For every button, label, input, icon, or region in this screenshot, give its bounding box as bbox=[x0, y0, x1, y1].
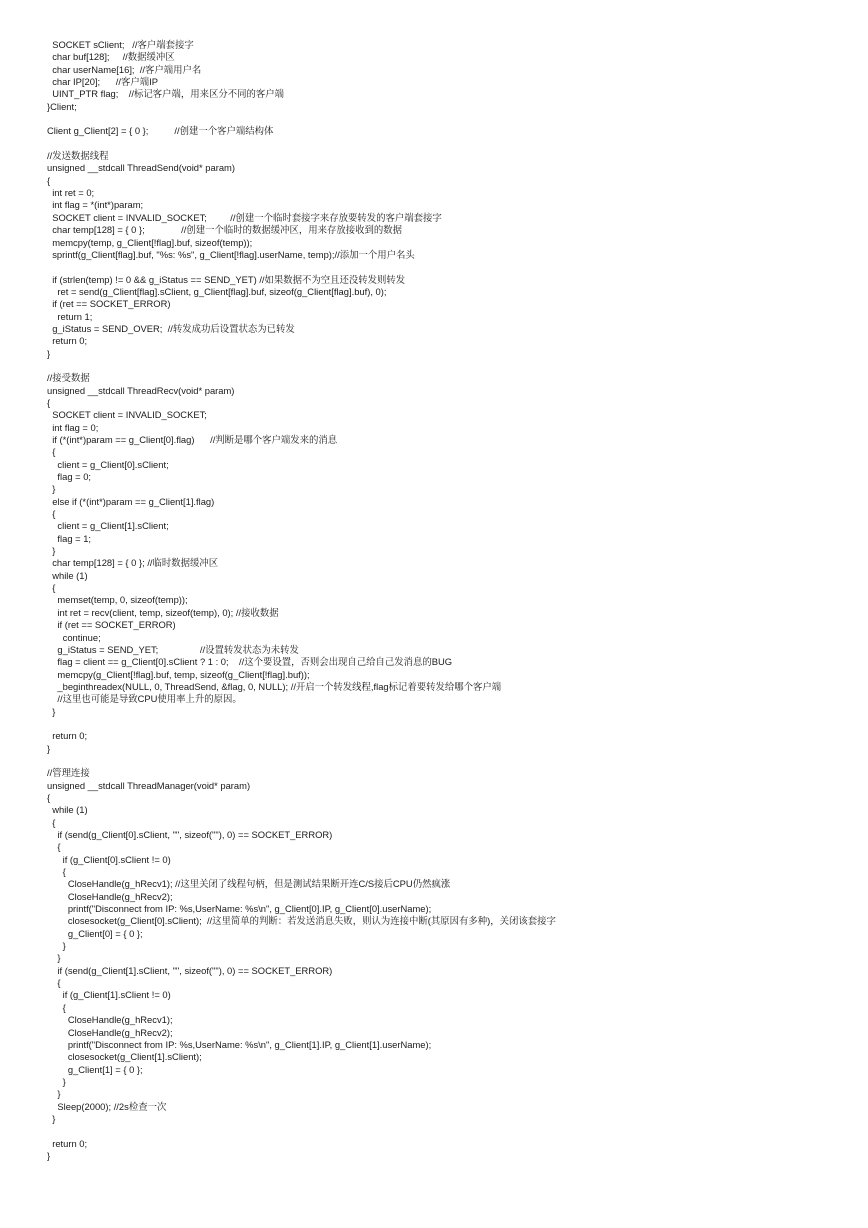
code-line: printf("Disconnect from IP: %s,UserName: %s\n", g_Client[0].IP, g_Client[0].userName); bbox=[47, 903, 432, 915]
code-line: unsigned __stdcall ThreadRecv(void* param) bbox=[47, 384, 235, 396]
code-line: { bbox=[47, 174, 51, 186]
code-line: memcpy(g_Client[!flag].buf, temp, sizeof(g_Client[!flag].buf)); bbox=[47, 668, 310, 680]
code-line: { bbox=[47, 866, 66, 878]
code-line: return 0; bbox=[47, 335, 88, 347]
code-line: return 0; bbox=[47, 730, 88, 742]
code-line: CloseHandle(g_hRecv2); bbox=[47, 890, 173, 902]
code-line: flag = client == g_Client[0].sClient ? 1 : 0; //这个要设置，否则会出现自己给自己发消息的BUG bbox=[47, 656, 453, 668]
code-line: sprintf(g_Client[flag].buf, "%s: %s", g_Client[!flag].userName, temp);//添加一个用户名头 bbox=[47, 248, 415, 260]
code-line: //这里也可能是导致CPU使用率上升的原因。 bbox=[47, 693, 242, 705]
code-line: { bbox=[47, 446, 56, 458]
code-line: if (strlen(temp) != 0 && g_iStatus == SEND_YET) //如果数据不为空且还没转发则转发 bbox=[47, 273, 406, 285]
code-line: g_iStatus = SEND_OVER; //转发成功后设置状态为已转发 bbox=[47, 322, 295, 334]
code-line: else if (*(int*)param == g_Client[1].flag) bbox=[47, 495, 215, 507]
code-line: CloseHandle(g_hRecv1); bbox=[47, 1014, 173, 1026]
code-line: g_iStatus = SEND_YET; //设置转发状态为未转发 bbox=[47, 643, 299, 655]
code-line: { bbox=[47, 582, 56, 594]
code-line: } bbox=[47, 705, 56, 717]
code-line: if (send(g_Client[1].sClient, "", sizeof(""), 0) == SOCKET_ERROR) bbox=[47, 964, 333, 976]
code-line: } bbox=[47, 483, 56, 495]
code-line: int ret = recv(client, temp, sizeof(temp), 0); //接收数据 bbox=[47, 606, 279, 618]
code-line: { bbox=[47, 816, 56, 828]
code-line: SOCKET sClient; //客户端套接字 bbox=[47, 39, 194, 50]
code-line: memset(temp, 0, sizeof(temp)); bbox=[47, 594, 188, 606]
code-line bbox=[47, 755, 847, 767]
code-listing bbox=[47, 39, 847, 1162]
code-line: }Client; bbox=[47, 100, 77, 112]
code-line: } bbox=[47, 742, 51, 754]
code-line: } bbox=[47, 1149, 51, 1161]
code-line: return 1; bbox=[47, 310, 93, 322]
code-line: char temp[128] = { 0 }; //创建一个临时的数据缓冲区，用来存放接收到的数据 bbox=[47, 224, 403, 236]
code-line: memcpy(temp, g_Client[!flag].buf, sizeof(temp)); bbox=[47, 236, 253, 248]
code-line: g_Client[1] = { 0 }; bbox=[47, 1063, 143, 1075]
code-line: int ret = 0; bbox=[47, 187, 95, 199]
code-line: } bbox=[47, 1088, 61, 1100]
code-line: char buf[128]; //数据缓冲区 bbox=[47, 51, 175, 63]
code-line: CloseHandle(g_hRecv1); //这里关闭了线程句柄，但是测试结果断开连C/S接后CPU仍然疯涨 bbox=[47, 878, 451, 890]
code-line: { bbox=[47, 1001, 66, 1013]
code-line: //发送数据线程 bbox=[47, 150, 109, 162]
code-line: { bbox=[47, 841, 61, 853]
code-line: char temp[128] = { 0 }; //临时数据缓冲区 bbox=[47, 557, 219, 569]
code-line: char userName[16]; //客户端用户名 bbox=[47, 63, 202, 75]
code-line: } bbox=[47, 1112, 56, 1124]
code-line: if (g_Client[1].sClient != 0) bbox=[47, 989, 171, 1001]
code-line: { bbox=[47, 508, 56, 520]
code-line: if (g_Client[0].sClient != 0) bbox=[47, 853, 171, 865]
code-line: flag = 1; bbox=[47, 532, 92, 544]
code-line bbox=[47, 718, 847, 730]
code-line: while (1) bbox=[47, 569, 88, 581]
code-line: if (send(g_Client[0].sClient, "", sizeof(""), 0) == SOCKET_ERROR) bbox=[47, 829, 333, 840]
code-line: closesocket(g_Client[0].sClient); //这里简单的判断：若发送消息失败，则认为连接中断(其原因有多种)，关闭该套接字 bbox=[47, 915, 556, 927]
code-line: int flag = 0; bbox=[47, 421, 99, 433]
code-line: _beginthreadex(NULL, 0, ThreadSend, &flag, 0, NULL); //开启一个转发线程,flag标记着要转发给哪个客户端 bbox=[47, 680, 502, 692]
code-line: Sleep(2000); //2s检查一次 bbox=[47, 1100, 167, 1112]
code-line: if (ret == SOCKET_ERROR) bbox=[47, 298, 171, 310]
code-line: g_Client[0] = { 0 }; bbox=[47, 927, 143, 939]
code-line: flag = 0; bbox=[47, 471, 92, 483]
code-line bbox=[47, 360, 847, 372]
code-line: } bbox=[47, 940, 66, 952]
code-line: Client g_Client[2] = { 0 }; //创建一个客户端结构体 bbox=[47, 125, 274, 137]
code-line: //接受数据 bbox=[47, 372, 90, 384]
code-line: SOCKET client = INVALID_SOCKET; //创建一个临时套接字来存放要转发的客户端套接字 bbox=[47, 211, 442, 223]
code-line: unsigned __stdcall ThreadManager(void* param) bbox=[47, 779, 251, 791]
code-line: { bbox=[47, 791, 51, 803]
code-line: { bbox=[47, 977, 61, 989]
code-line: } bbox=[47, 545, 56, 557]
code-line bbox=[47, 113, 847, 125]
code-line bbox=[47, 1125, 847, 1137]
code-line: continue; bbox=[47, 631, 101, 643]
code-line: if (ret == SOCKET_ERROR) bbox=[47, 619, 176, 631]
code-line: client = g_Client[1].sClient; bbox=[47, 520, 169, 532]
code-line: printf("Disconnect from IP: %s,UserName: %s\n", g_Client[1].IP, g_Client[1].userName); bbox=[47, 1038, 432, 1050]
code-line bbox=[47, 138, 847, 150]
code-line bbox=[47, 261, 847, 273]
code-line: SOCKET client = INVALID_SOCKET; bbox=[47, 409, 207, 421]
code-line: //管理连接 bbox=[47, 767, 90, 779]
code-line: } bbox=[47, 347, 51, 359]
code-line: char IP[20]; //客户端IP bbox=[47, 76, 158, 88]
code-line: unsigned __stdcall ThreadSend(void* param) bbox=[47, 162, 235, 174]
code-line: } bbox=[47, 1075, 66, 1087]
code-line: client = g_Client[0].sClient; bbox=[47, 458, 169, 470]
code-line: return 0; bbox=[47, 1137, 88, 1149]
code-line: ret = send(g_Client[flag].sClient, g_Client[flag].buf, sizeof(g_Client[flag].buf), 0); bbox=[47, 285, 387, 297]
code-line: closesocket(g_Client[1].sClient); bbox=[47, 1051, 202, 1063]
code-line: CloseHandle(g_hRecv2); bbox=[47, 1026, 173, 1038]
code-line: { bbox=[47, 396, 51, 408]
code-line: UINT_PTR flag; //标记客户端，用来区分不同的客户端 bbox=[47, 88, 284, 100]
code-line: int flag = *(int*)param; bbox=[47, 199, 144, 211]
code-line: while (1) bbox=[47, 804, 88, 816]
code-line: if (*(int*)param == g_Client[0].flag) //判断是哪个客户端发来的消息 bbox=[47, 434, 338, 445]
code-line: } bbox=[47, 952, 61, 964]
